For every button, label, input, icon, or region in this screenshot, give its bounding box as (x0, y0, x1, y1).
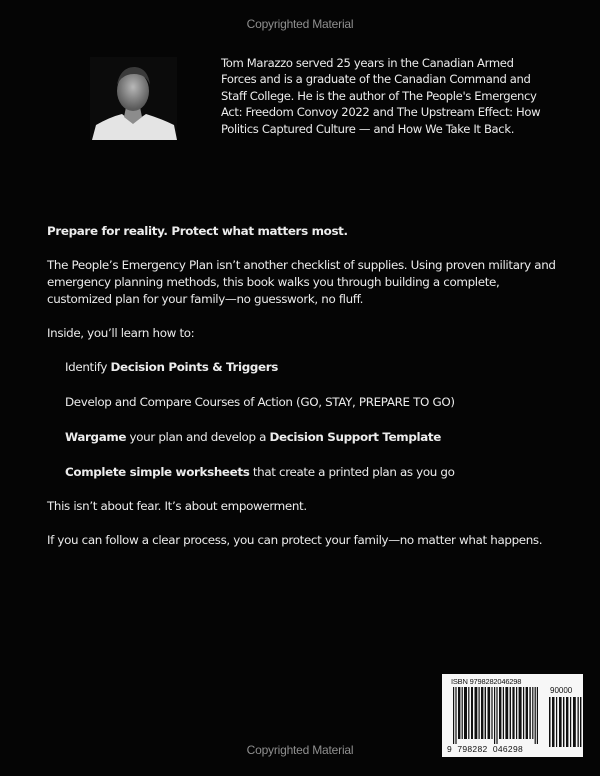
learning-list (47, 359, 562, 498)
headline: Prepare for reality. Protect what matters most. (47, 224, 348, 238)
author-portrait-icon (90, 57, 177, 140)
list-item: Develop and Compare Courses of Action (GO, STAY, PREPARE TO GO) (65, 395, 455, 409)
list-item: Complete simple worksheets that create a printed plan as you go (65, 465, 455, 479)
barcode-digits: 9 798282 046298 (447, 744, 524, 754)
isbn-label: ISBN 9798282046298 (451, 677, 522, 686)
closing-paragraph: If you can follow a clear process, you can protect your family—no matter what happens. (47, 533, 543, 547)
back-cover-blurb (47, 223, 562, 549)
list-item: Wargame your plan and develop a Decision Support Template (65, 430, 441, 444)
copyright-watermark-top: Copyrighted Material (246, 17, 354, 31)
description-paragraph: The People’s Emergency Plan isn’t another checklist of supplies. Using proven military and emergency planning methods, this book walks you through building a complete, customized plan for your family—no guesswork, no fluff. (47, 258, 556, 306)
author-bio: Tom Marazzo served 25 years in the Canadian Armed Forces and is a graduate of the Canadian Command and Staff College. He is the author of The People's Emergency Act: Freedom Convoy 2022 and The Upstream Effect: How Politics Captured Culture — and How We Take It Back. (221, 56, 541, 136)
copyright-watermark-bottom: Copyrighted Material (246, 743, 354, 757)
author-photo (90, 57, 177, 140)
price-addon: 90000 (550, 686, 573, 695)
intro-text: Inside, you’ll learn how to: (47, 326, 195, 340)
closing-statement: This isn’t about fear. It’s about empowerment. (47, 499, 307, 513)
barcode-bars-icon (453, 687, 538, 744)
addon-bars-icon (549, 697, 585, 747)
list-item: Identify Decision Points & Triggers (65, 360, 279, 374)
